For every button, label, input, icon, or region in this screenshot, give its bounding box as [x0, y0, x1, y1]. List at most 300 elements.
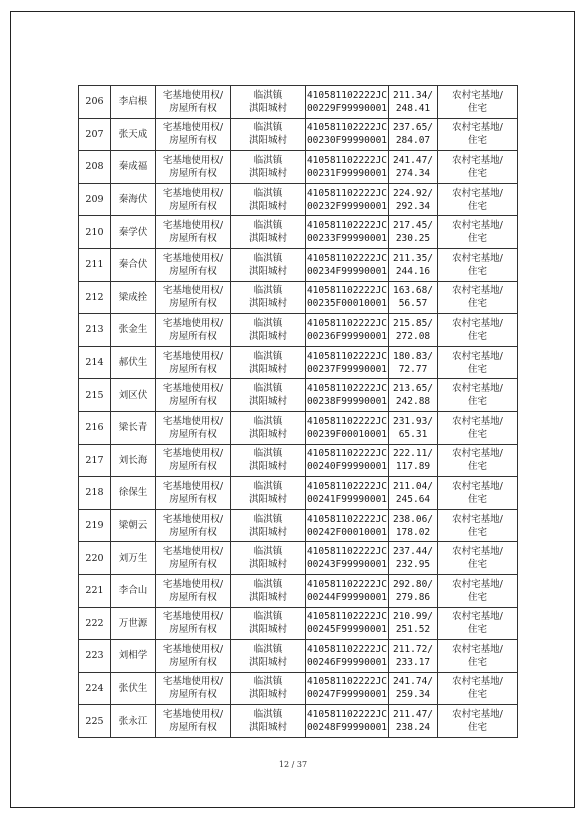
location [231, 542, 306, 575]
cell-use-2: 住宅 [467, 722, 487, 734]
cell-loc-1: 临淇镇 [253, 709, 283, 721]
cell-code-1: 410581102222JC [306, 383, 388, 395]
cell-no: 219 [85, 520, 104, 532]
parcel-code [306, 411, 389, 444]
record-number [79, 542, 111, 575]
owner-name [111, 346, 156, 379]
owner-name [111, 509, 156, 542]
owner-name [111, 574, 156, 607]
cell-name: 郝伏生 [118, 357, 148, 369]
cell-use-2: 住宅 [467, 461, 487, 473]
cell-code-1: 410581102222JC [306, 252, 388, 264]
land-use [438, 640, 518, 673]
table-row [79, 281, 518, 314]
cell-right-2: 房屋所有权 [169, 102, 217, 114]
cell-area-2: 284.07 [395, 135, 431, 147]
location [231, 248, 306, 281]
record-number [79, 314, 111, 347]
cell-right-1: 宅基地使用权/ [162, 350, 224, 362]
land-use [438, 672, 518, 705]
right-type [156, 477, 231, 510]
owner-name [111, 477, 156, 510]
right-type [156, 444, 231, 477]
location [231, 346, 306, 379]
cell-right-2: 房屋所有权 [169, 624, 217, 636]
cell-area-1: 231.93/ [392, 415, 434, 427]
cell-loc-2: 淇阳城村 [248, 526, 287, 538]
area [389, 444, 438, 477]
record-number [79, 183, 111, 216]
cell-area-1: 292.80/ [392, 578, 434, 590]
cell-right-2: 房屋所有权 [169, 461, 217, 473]
land-use [438, 705, 518, 738]
record-number [79, 379, 111, 412]
cell-no: 213 [85, 324, 104, 336]
record-number [79, 444, 111, 477]
owner-name [111, 151, 156, 184]
cell-area-2: 233.17 [395, 656, 431, 668]
cell-no: 217 [85, 454, 104, 466]
cell-use-2: 住宅 [467, 200, 487, 212]
parcel-code [306, 118, 389, 151]
parcel-code [306, 379, 389, 412]
cell-loc-1: 临淇镇 [253, 578, 283, 590]
area [389, 346, 438, 379]
right-type [156, 346, 231, 379]
parcel-code [306, 248, 389, 281]
cell-right-1: 宅基地使用权/ [162, 285, 224, 297]
parcel-code [306, 216, 389, 249]
area [389, 411, 438, 444]
cell-code-2: 00236F99990001 [306, 330, 388, 342]
cell-name: 秦成福 [118, 161, 148, 173]
cell-right-1: 宅基地使用权/ [162, 709, 224, 721]
cell-right-2: 房屋所有权 [169, 135, 217, 147]
land-use [438, 542, 518, 575]
record-number [79, 86, 111, 119]
cell-use-1: 农村宅基地/ [452, 122, 503, 134]
right-type [156, 281, 231, 314]
cell-name: 张永江 [118, 715, 148, 727]
area [389, 379, 438, 412]
area [389, 574, 438, 607]
cell-use-1: 农村宅基地/ [452, 252, 503, 264]
cell-use-2: 住宅 [467, 167, 487, 179]
cell-no: 220 [85, 552, 104, 564]
cell-no: 210 [85, 226, 104, 238]
record-number [79, 640, 111, 673]
cell-name: 秦海伏 [118, 194, 148, 206]
land-use [438, 86, 518, 119]
owner-name [111, 640, 156, 673]
cell-right-1: 宅基地使用权/ [162, 317, 224, 329]
cell-area-2: 292.34 [395, 200, 431, 212]
cell-right-1: 宅基地使用权/ [162, 546, 224, 558]
cell-loc-2: 淇阳城村 [248, 722, 287, 734]
cell-no: 225 [85, 715, 104, 727]
right-type [156, 379, 231, 412]
cell-area-1: 213.65/ [392, 383, 434, 395]
cell-area-1: 211.34/ [392, 89, 434, 101]
cell-no: 224 [85, 682, 104, 694]
parcel-code [306, 444, 389, 477]
cell-use-1: 农村宅基地/ [452, 285, 503, 297]
cell-name: 秦合伏 [118, 259, 148, 271]
land-use [438, 314, 518, 347]
owner-name [111, 444, 156, 477]
cell-area-2: 244.16 [395, 265, 431, 277]
cell-area-2: 65.31 [398, 428, 428, 440]
cell-code-1: 410581102222JC [306, 546, 388, 558]
cell-code-2: 00245F99990001 [306, 624, 388, 636]
table-row [79, 477, 518, 510]
cell-use-1: 农村宅基地/ [452, 317, 503, 329]
cell-area-1: 210.99/ [392, 611, 434, 623]
cell-code-1: 410581102222JC [306, 122, 388, 134]
area [389, 118, 438, 151]
cell-area-2: 72.77 [398, 363, 428, 375]
cell-loc-2: 淇阳城村 [248, 591, 287, 603]
cell-right-1: 宅基地使用权/ [162, 643, 224, 655]
land-use [438, 216, 518, 249]
parcel-code [306, 509, 389, 542]
cell-right-1: 宅基地使用权/ [162, 122, 224, 134]
cell-right-2: 房屋所有权 [169, 722, 217, 734]
cell-use-2: 住宅 [467, 330, 487, 342]
cell-use-1: 农村宅基地/ [452, 546, 503, 558]
cell-loc-2: 淇阳城村 [248, 330, 287, 342]
cell-loc-2: 淇阳城村 [248, 559, 287, 571]
land-use [438, 509, 518, 542]
cell-loc-2: 淇阳城村 [248, 200, 287, 212]
cell-no: 218 [85, 487, 104, 499]
cell-code-1: 410581102222JC [306, 513, 388, 525]
cell-right-2: 房屋所有权 [169, 656, 217, 668]
right-type [156, 574, 231, 607]
cell-no: 215 [85, 389, 104, 401]
cell-name: 李启根 [118, 96, 148, 108]
area [389, 607, 438, 640]
cell-code-1: 410581102222JC [306, 611, 388, 623]
location [231, 705, 306, 738]
cell-right-1: 宅基地使用权/ [162, 415, 224, 427]
table-row [79, 314, 518, 347]
parcel-code [306, 705, 389, 738]
cell-area-1: 222.11/ [392, 448, 434, 460]
cell-area-2: 242.88 [395, 396, 431, 408]
cell-area-2: 245.64 [395, 493, 431, 505]
cell-use-1: 农村宅基地/ [452, 448, 503, 460]
area [389, 477, 438, 510]
owner-name [111, 183, 156, 216]
cell-code-2: 00238F99990001 [306, 396, 388, 408]
record-number [79, 216, 111, 249]
cell-right-2: 房屋所有权 [169, 428, 217, 440]
table-row [79, 411, 518, 444]
cell-name: 梁长青 [118, 422, 148, 434]
cell-right-1: 宅基地使用权/ [162, 480, 224, 492]
cell-right-2: 房屋所有权 [169, 689, 217, 701]
cell-use-1: 农村宅基地/ [452, 220, 503, 232]
owner-name [111, 411, 156, 444]
right-type [156, 509, 231, 542]
table-row [79, 151, 518, 184]
location [231, 607, 306, 640]
cell-use-2: 住宅 [467, 298, 487, 310]
owner-name [111, 705, 156, 738]
owner-name [111, 216, 156, 249]
cell-use-2: 住宅 [467, 135, 487, 147]
cell-use-2: 住宅 [467, 689, 487, 701]
cell-loc-1: 临淇镇 [253, 383, 283, 395]
cell-right-1: 宅基地使用权/ [162, 187, 224, 199]
owner-name [111, 379, 156, 412]
land-use [438, 118, 518, 151]
page-number: 12 / 37 [278, 760, 308, 769]
land-use [438, 411, 518, 444]
parcel-code [306, 574, 389, 607]
record-number [79, 346, 111, 379]
cell-use-1: 农村宅基地/ [452, 513, 503, 525]
cell-area-2: 230.25 [395, 233, 431, 245]
table-row [79, 672, 518, 705]
cell-use-2: 住宅 [467, 656, 487, 668]
cell-code-1: 410581102222JC [306, 709, 388, 721]
location [231, 86, 306, 119]
cell-use-2: 住宅 [467, 624, 487, 636]
table-row [79, 542, 518, 575]
area [389, 640, 438, 673]
cell-code-2: 00241F99990001 [306, 493, 388, 505]
area [389, 542, 438, 575]
cell-name: 刘相学 [118, 650, 148, 662]
table-row [79, 607, 518, 640]
cell-use-1: 农村宅基地/ [452, 578, 503, 590]
location [231, 183, 306, 216]
cell-no: 207 [85, 128, 104, 140]
cell-no: 208 [85, 161, 104, 173]
cell-name: 张伏生 [118, 682, 148, 694]
cell-loc-1: 临淇镇 [253, 252, 283, 264]
cell-code-1: 410581102222JC [306, 285, 388, 297]
cell-name: 梁成拴 [118, 291, 148, 303]
cell-loc-2: 淇阳城村 [248, 298, 287, 310]
cell-code-2: 00243F99990001 [306, 559, 388, 571]
cell-code-1: 410581102222JC [306, 448, 388, 460]
cell-name: 李合山 [118, 585, 148, 597]
cell-use-1: 农村宅基地/ [452, 350, 503, 362]
table-row [79, 86, 518, 119]
cell-area-2: 279.86 [395, 591, 431, 603]
cell-use-1: 农村宅基地/ [452, 415, 503, 427]
cell-area-2: 251.52 [395, 624, 431, 636]
cell-code-2: 00240F99990001 [306, 461, 388, 473]
cell-no: 221 [85, 585, 104, 597]
cell-area-1: 211.47/ [392, 709, 434, 721]
location [231, 314, 306, 347]
cell-code-2: 00233F99990001 [306, 233, 388, 245]
location [231, 574, 306, 607]
cell-use-2: 住宅 [467, 102, 487, 114]
cell-use-2: 住宅 [467, 591, 487, 603]
cell-right-2: 房屋所有权 [169, 559, 217, 571]
land-use [438, 151, 518, 184]
cell-area-1: 211.72/ [392, 643, 434, 655]
cell-right-2: 房屋所有权 [169, 265, 217, 277]
land-use [438, 183, 518, 216]
table-row [79, 118, 518, 151]
parcel-code [306, 281, 389, 314]
cell-code-2: 00232F99990001 [306, 200, 388, 212]
right-type [156, 640, 231, 673]
location [231, 216, 306, 249]
location [231, 151, 306, 184]
cell-code-2: 00235F00010001 [306, 298, 388, 310]
table-row [79, 346, 518, 379]
parcel-code [306, 151, 389, 184]
cell-code-2: 00246F99990001 [306, 656, 388, 668]
table-row [79, 705, 518, 738]
land-use [438, 444, 518, 477]
cell-right-2: 房屋所有权 [169, 233, 217, 245]
cell-right-1: 宅基地使用权/ [162, 154, 224, 166]
cell-area-1: 241.74/ [392, 676, 434, 688]
cell-use-1: 农村宅基地/ [452, 643, 503, 655]
cell-no: 216 [85, 422, 104, 434]
cell-right-2: 房屋所有权 [169, 330, 217, 342]
table-row [79, 248, 518, 281]
cell-right-1: 宅基地使用权/ [162, 383, 224, 395]
cell-loc-2: 淇阳城村 [248, 135, 287, 147]
cell-use-2: 住宅 [467, 428, 487, 440]
cell-loc-2: 淇阳城村 [248, 363, 287, 375]
cell-use-2: 住宅 [467, 265, 487, 277]
cell-use-2: 住宅 [467, 559, 487, 571]
cell-code-2: 00244F99990001 [306, 591, 388, 603]
owner-name [111, 118, 156, 151]
cell-name: 刘长海 [118, 454, 148, 466]
right-type [156, 705, 231, 738]
location [231, 118, 306, 151]
cell-code-1: 410581102222JC [306, 154, 388, 166]
registry-table [78, 85, 518, 738]
cell-no: 214 [85, 357, 104, 369]
table-row [79, 574, 518, 607]
cell-area-1: 211.35/ [392, 252, 434, 264]
cell-loc-2: 淇阳城村 [248, 656, 287, 668]
cell-use-1: 农村宅基地/ [452, 89, 503, 101]
cell-code-2: 00237F99990001 [306, 363, 388, 375]
cell-loc-1: 临淇镇 [253, 220, 283, 232]
area [389, 216, 438, 249]
area [389, 248, 438, 281]
cell-area-2: 274.34 [395, 167, 431, 179]
cell-loc-1: 临淇镇 [253, 187, 283, 199]
right-type [156, 86, 231, 119]
table-row [79, 640, 518, 673]
cell-right-2: 房屋所有权 [169, 200, 217, 212]
cell-loc-2: 淇阳城村 [248, 461, 287, 473]
parcel-code [306, 672, 389, 705]
record-number [79, 574, 111, 607]
cell-right-1: 宅基地使用权/ [162, 252, 224, 264]
cell-use-1: 农村宅基地/ [452, 383, 503, 395]
cell-loc-1: 临淇镇 [253, 480, 283, 492]
cell-use-1: 农村宅基地/ [452, 611, 503, 623]
cell-loc-1: 临淇镇 [253, 317, 283, 329]
cell-code-1: 410581102222JC [306, 578, 388, 590]
cell-loc-1: 临淇镇 [253, 676, 283, 688]
cell-right-1: 宅基地使用权/ [162, 611, 224, 623]
parcel-code [306, 477, 389, 510]
land-use [438, 477, 518, 510]
cell-use-2: 住宅 [467, 396, 487, 408]
cell-area-2: 238.24 [395, 722, 431, 734]
area [389, 86, 438, 119]
land-use [438, 574, 518, 607]
right-type [156, 542, 231, 575]
cell-right-1: 宅基地使用权/ [162, 89, 224, 101]
cell-name: 张金生 [118, 324, 148, 336]
cell-area-1: 224.92/ [392, 187, 434, 199]
owner-name [111, 607, 156, 640]
right-type [156, 411, 231, 444]
cell-code-2: 00234F99990001 [306, 265, 388, 277]
cell-no: 206 [85, 96, 104, 108]
location [231, 444, 306, 477]
cell-area-2: 178.02 [395, 526, 431, 538]
cell-code-1: 410581102222JC [306, 480, 388, 492]
right-type [156, 607, 231, 640]
cell-loc-2: 淇阳城村 [248, 167, 287, 179]
area [389, 672, 438, 705]
record-number [79, 705, 111, 738]
cell-code-1: 410581102222JC [306, 415, 388, 427]
cell-area-1: 211.04/ [392, 480, 434, 492]
cell-use-1: 农村宅基地/ [452, 709, 503, 721]
cell-loc-1: 临淇镇 [253, 643, 283, 655]
cell-area-2: 117.89 [395, 461, 431, 473]
cell-right-2: 房屋所有权 [169, 298, 217, 310]
cell-area-2: 232.95 [395, 559, 431, 571]
land-use [438, 379, 518, 412]
cell-loc-2: 淇阳城村 [248, 102, 287, 114]
cell-code-2: 00239F00010001 [306, 428, 388, 440]
table-row [79, 444, 518, 477]
cell-right-2: 房屋所有权 [169, 493, 217, 505]
location [231, 640, 306, 673]
cell-code-2: 00231F99990001 [306, 167, 388, 179]
owner-name [111, 248, 156, 281]
cell-right-2: 房屋所有权 [169, 167, 217, 179]
cell-right-1: 宅基地使用权/ [162, 513, 224, 525]
owner-name [111, 314, 156, 347]
record-number [79, 281, 111, 314]
cell-code-2: 00230F99990001 [306, 135, 388, 147]
cell-no: 222 [85, 617, 104, 629]
cell-right-1: 宅基地使用权/ [162, 448, 224, 460]
cell-loc-2: 淇阳城村 [248, 428, 287, 440]
cell-loc-2: 淇阳城村 [248, 689, 287, 701]
right-type [156, 216, 231, 249]
cell-loc-2: 淇阳城村 [248, 493, 287, 505]
cell-loc-2: 淇阳城村 [248, 624, 287, 636]
table-row [79, 379, 518, 412]
cell-right-1: 宅基地使用权/ [162, 220, 224, 232]
cell-code-1: 410581102222JC [306, 676, 388, 688]
right-type [156, 151, 231, 184]
parcel-code [306, 542, 389, 575]
